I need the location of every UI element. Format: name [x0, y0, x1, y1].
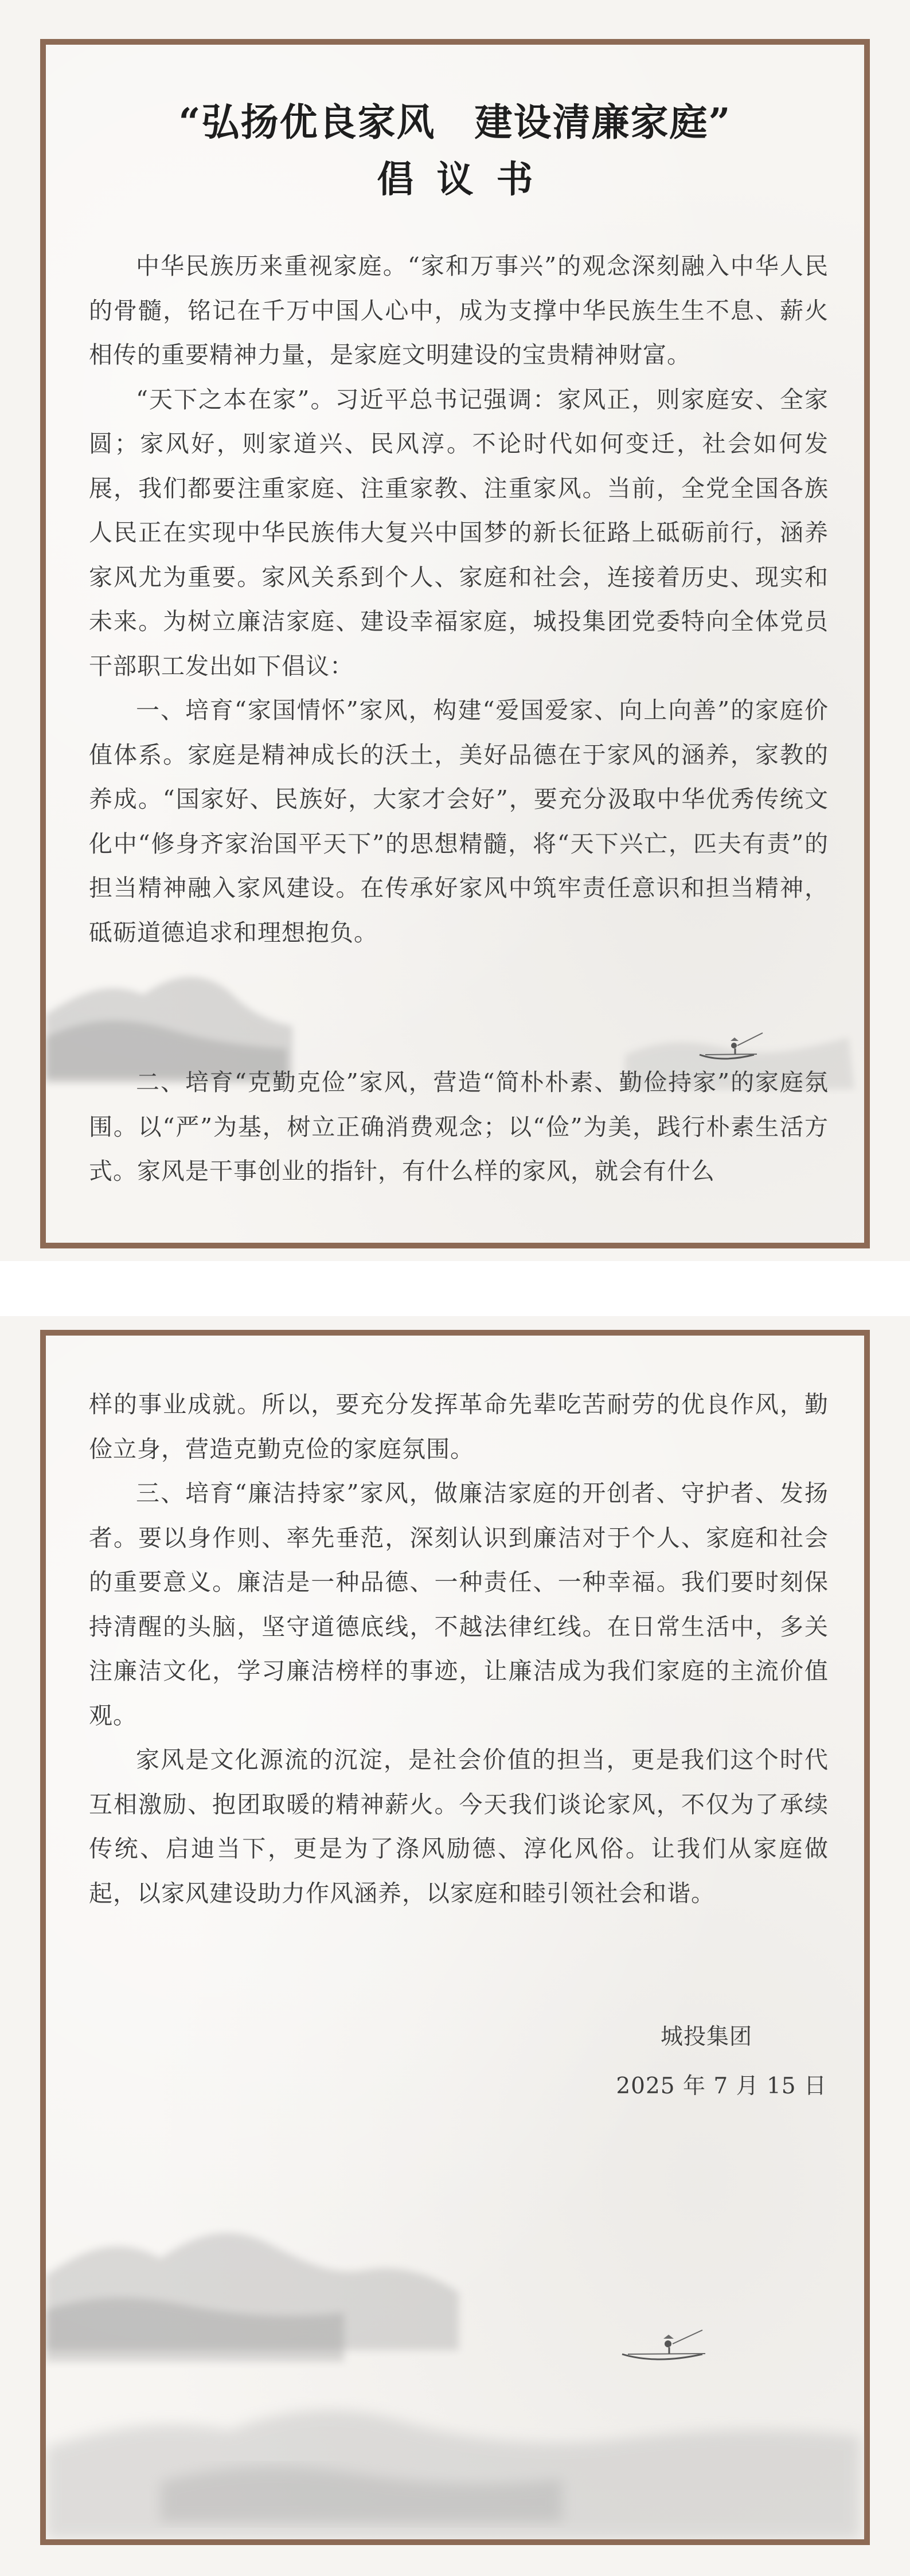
paragraph-point-2-continued: 样的事业成就。所以，要充分发挥革命先辈吃苦耐劳的优良作风，勤俭立身，营造克勤克俭的家庭氛围。	[89, 1391, 829, 1463]
paragraph-point-1: 一、培育“家国情怀”家风，构建“爱国爱家、向上向善”的家庭价值体系。家庭是精神成长的沃土，美好品德在于家风的涵养，家教的养成。“国家好、民族好，大家才会好”，要充分汲取中华优秀传统文化中“修身齐家治国平天下”的思想精髓，将“天下兴亡，匹夫有责”的担当精神融入家风建设。在传承好家风中筑牢责任意识和担当精神，砥砺道德追求和理想抱负。	[89, 696, 829, 946]
paragraph-conclusion: 家风是文化源流的沉淀，是社会价值的担当，更是我们这个时代互相激励、抱团取暖的精神薪火。今天我们谈论家风，不仅为了承续传统、启迪当下，更是为了涤风励德、淳化风俗。让我们从家庭做起，以家风建设助力作风涵养，以家庭和睦引领社会和谐。	[89, 1746, 829, 1907]
document-title: “弘扬优良家风 建设清廉家庭”	[178, 100, 732, 144]
signature-organization: 城投集团	[660, 2024, 752, 2050]
body-section-page1	[89, 244, 829, 955]
body-section-page2	[89, 1383, 829, 1916]
paragraph-intro: 中华民族历来重视家庭。“家和万事兴”的观念深刻融入中华人民的骨髓，铭记在千万中国人心中，成为支撑中华民族生生不息、薪火相传的重要精神力量，是家庭文明建设的宝贵精神财富。	[89, 252, 829, 369]
signature-date: 2025 年 7 月 15 日	[616, 2073, 827, 2099]
paragraph-xi-quote: “天下之本在家”。习近平总书记强调：家风正，则家庭安、全家圆；家风好，则家道兴、民风淳。不论时代如何变迁，社会如何发展，我们都要注重家庭、注重家教、注重家风。当前，全党全国各族人民正在实现中华民族伟大复兴中国梦的新长征路上砥砺前行，涵养家风尤为重要。家风关系到个人、家庭和社会，连接着历史、现实和未来。为树立廉洁家庭、建设幸福家庭，城投集团党委特向全体党员干部职工发出如下倡议：	[89, 385, 829, 680]
page-gap	[0, 1261, 910, 1316]
paragraph-point-2: 二、培育“克勤克俭”家风，营造“简朴朴素、勤俭持家”的家庭氛围。以“严”为基，树立正确消费观念；以“俭”为美，践行朴素生活方式。家风是干事创业的指针，有什么样的家风，就会有什么	[89, 1068, 829, 1185]
paragraph-point-3: 三、培育“廉洁持家”家风，做廉洁家庭的开创者、守护者、发扬者。要以身作则、率先垂范，深刻认识到廉洁对于个人、家庭和社会的重要意义。廉洁是一种品德、一种责任、一种幸福。我们要时刻保持清醒的头脑，坚守道德底线，不越法律红线。在日常生活中，多关注廉洁文化，学习廉洁榜样的事迹，让廉洁成为我们家庭的主流价值观。	[89, 1479, 829, 1729]
body-section-page1-bottom	[89, 1060, 829, 1194]
document-subtitle: 倡议书	[377, 158, 556, 201]
